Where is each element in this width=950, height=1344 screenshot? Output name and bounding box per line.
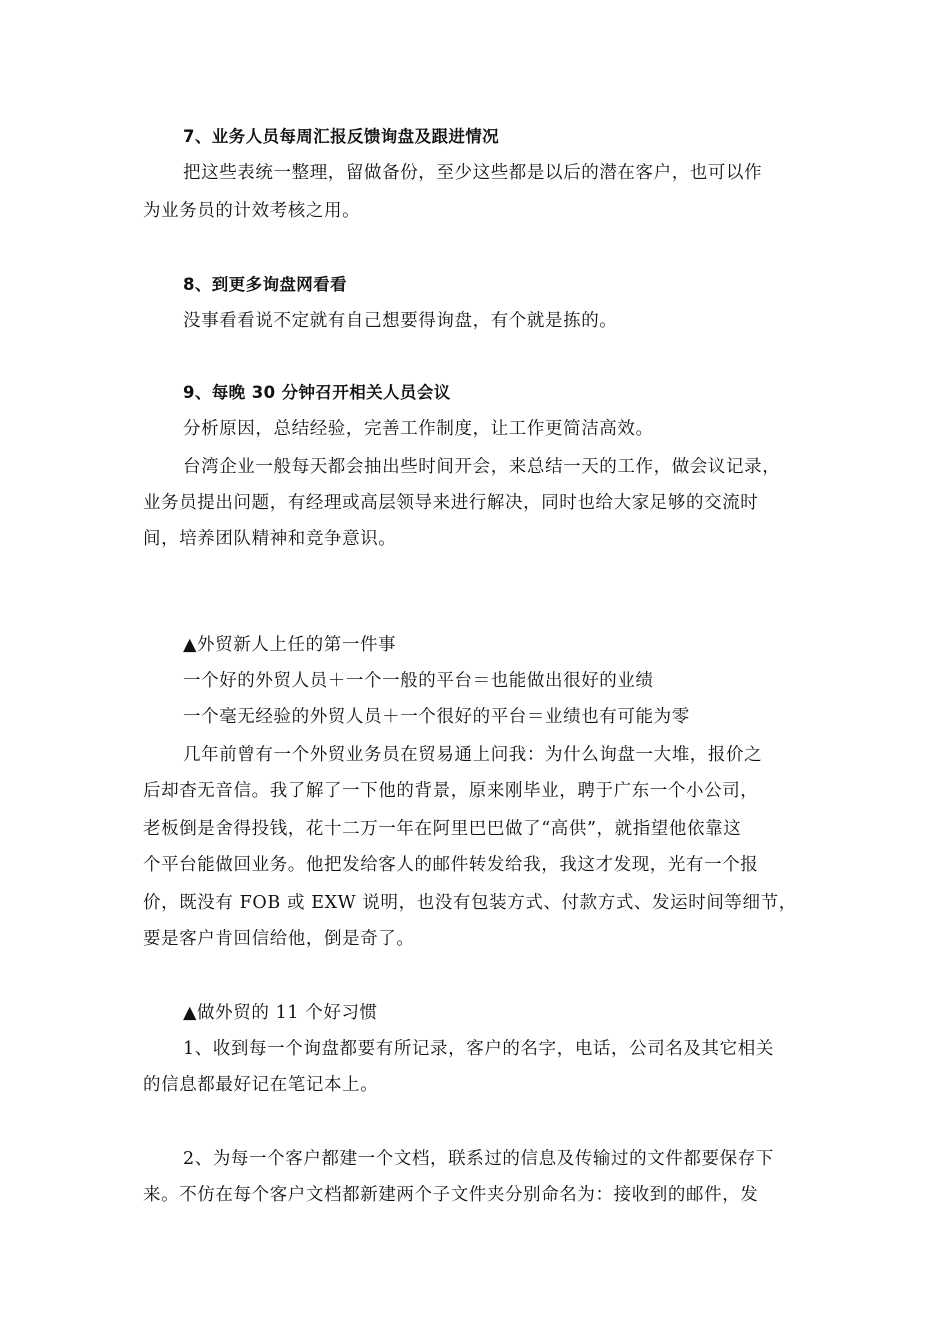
paragraph-line: 后却杳无音信。我了解了一下他的背景，原来刚毕业，聘于广东一个小公司， — [143, 781, 759, 801]
paragraph-line: 业务员提出问题，有经理或高层领导来进行解决，同时也给大家足够的交流时 — [143, 493, 759, 513]
section-heading-9: 9、每晚 30 分钟召开相关人员会议 — [183, 383, 451, 402]
paragraph-line: 一个毫无经验的外贸人员＋一个很好的平台＝业绩也有可能为零 — [183, 707, 690, 727]
paragraph-line: 为业务员的计效考核之用。 — [143, 201, 361, 221]
paragraph-line: 台湾企业一般每天都会抽出些时间开会，来总结一天的工作，做会议记录， — [183, 457, 781, 477]
section-heading-7: 7、业务人员每周汇报反馈询盘及跟进情况 — [183, 127, 500, 146]
paragraph-line: 分析原因，总结经验，完善工作制度，让工作更简洁高效。 — [183, 419, 654, 439]
section-heading-habits: ▲做外贸的 11 个好习惯 — [183, 1003, 378, 1023]
paragraph-line: 没事看看说不定就有自己想要得询盘，有个就是拣的。 — [183, 311, 618, 331]
section-heading-8: 8、到更多询盘网看看 — [183, 275, 347, 294]
paragraph-line: 要是客户肯回信给他，倒是奇了。 — [143, 929, 415, 949]
paragraph-line: 价，既没有 FOB 或 EXW 说明，也没有包装方式、付款方式、发运时间等细节， — [143, 893, 797, 913]
paragraph-line: 来。不仿在每个客户文档都新建两个子文件夹分别命名为：接收到的邮件，发 — [143, 1185, 759, 1205]
paragraph-line: 个平台能做回业务。他把发给客人的邮件转发给我，我这才发现，光有一个报 — [143, 855, 759, 875]
paragraph-line: 的信息都最好记在笔记本上。 — [143, 1075, 379, 1095]
paragraph-line: 几年前曾有一个外贸业务员在贸易通上问我：为什么询盘一大堆，报价之 — [183, 745, 763, 765]
paragraph-line: 间，培养团队精神和竞争意识。 — [143, 529, 397, 549]
paragraph-line: 把这些表统一整理，留做备份，至少这些都是以后的潜在客户，也可以作 — [183, 163, 763, 183]
paragraph-line: 老板倒是舍得投钱，花十二万一年在阿里巴巴做了“高供”，就指望他依靠这 — [143, 819, 742, 839]
paragraph-line: 一个好的外贸人员＋一个一般的平台＝也能做出很好的业绩 — [183, 671, 654, 691]
paragraph-line: 2、为每一个客户都建一个文档，联系过的信息及传输过的文件都要保存下 — [183, 1149, 774, 1169]
paragraph-line: 1、收到每一个询盘都要有所记录，客户的名字，电话，公司名及其它相关 — [183, 1039, 774, 1059]
section-heading-newcomer: ▲外贸新人上任的第一件事 — [183, 635, 397, 655]
